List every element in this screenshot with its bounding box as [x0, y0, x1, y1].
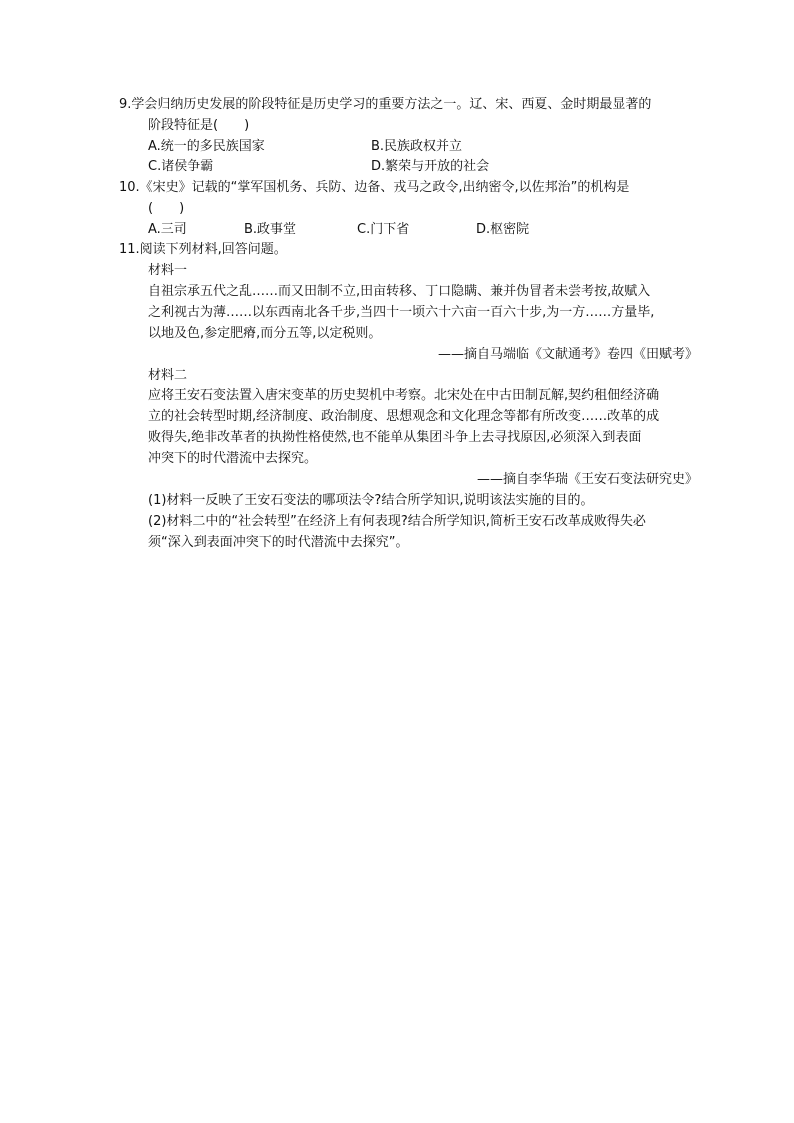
material-one-line: 以地及色,参定肥瘠,而分五等,以定税则。 [148, 326, 382, 341]
material-two-title: 材料二 [148, 368, 188, 383]
q9-option-b: B.民族政权并立 [371, 139, 463, 154]
material-two-line: 冲突下的时代潜流中去探究。 [148, 451, 318, 466]
q10-option-c: C.门下省 [357, 222, 410, 237]
material-one-line: 之利视古为薄……以东西南北各千步,当四十一顷六十六亩一百六十步,为一方……方量毕, [148, 305, 655, 320]
q9-stem-line2: 阶段特征是( ) [148, 118, 250, 133]
material-two-line: 应将王安石变法置入唐宋变革的历史契机中考察。北宋处在中古田制瓦解,契约租佃经济确 [148, 388, 660, 403]
material-two-source: ——摘自李华瑞《王安石变法研究史》 [476, 472, 698, 487]
q9-option-a: A.统一的多民族国家 [148, 139, 265, 154]
material-one-title: 材料一 [148, 263, 188, 278]
q10-stem-line2: ( ) [148, 201, 185, 216]
sub-question-2-line1: (2)材料二中的“社会转型”在经济上有何表现?结合所学知识,简析王安石改革成败得失必 [148, 514, 646, 529]
q9-option-d: D.繁荣与开放的社会 [371, 159, 490, 174]
material-two-line: 败得失,绝非改革者的执拗性格使然,也不能单从集团斗争上去寻找原因,必须深入到表面 [148, 430, 642, 445]
q11-stem: 11.阅读下列材料,回答问题。 [119, 242, 287, 257]
sub-question-1: (1)材料一反映了王安石变法的哪项法令?结合所学知识,说明该法实施的目的。 [148, 493, 594, 508]
q9-stem-line1: 9.学会归纳历史发展的阶段特征是历史学习的重要方法之一。辽、宋、西夏、金时期最显著的 [119, 97, 652, 112]
material-one-source: ——摘自马端临《文献通考》卷四《田赋考》 [437, 347, 698, 362]
q10-stem-line1: 10.《宋史》记载的“掌军国机务、兵防、边备、戎马之政令,出纳密令,以佐邦治”的机构是 [119, 180, 630, 195]
sub-question-2-line2: 须“深入到表面冲突下的时代潜流中去探究”。 [148, 535, 409, 550]
q10-option-b: B.政事堂 [244, 222, 297, 237]
material-one-line: 自祖宗承五代之乱……而又田制不立,田亩转移、丁口隐瞒、兼并伪冒者未尝考按,故赋入 [148, 284, 651, 299]
q9-option-c: C.诸侯争霸 [148, 159, 214, 174]
q10-option-d: D.枢密院 [476, 222, 530, 237]
q10-option-a: A.三司 [148, 222, 187, 237]
material-two-line: 立的社会转型时期,经济制度、政治制度、思想观念和文化理念等都有所改变……改革的成 [148, 409, 660, 424]
